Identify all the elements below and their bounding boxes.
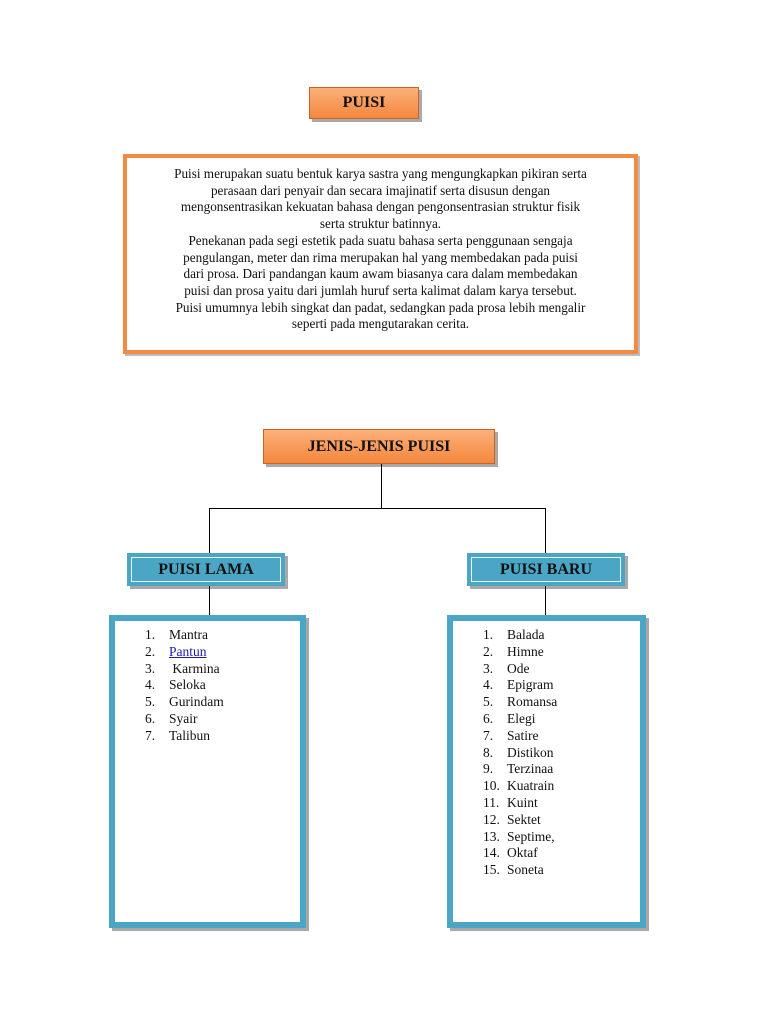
list-item-label: Karmina (169, 660, 220, 676)
old-poetry-header (127, 553, 285, 586)
list-item-label: Kuatrain (507, 778, 555, 794)
page-title: PUISI (342, 94, 386, 111)
list-item (145, 677, 224, 694)
list-item (145, 627, 224, 644)
list-item-number: 4. (483, 677, 494, 693)
list-item-number: 3. (145, 660, 156, 676)
description-line: mengonsentrasikan kekuatan bahasa dengan pengonsentrasian struktur fisik (180, 199, 581, 215)
old-poetry-list (145, 627, 224, 745)
description-text (137, 166, 624, 333)
types-title: JENIS-JENIS PUISI (307, 438, 451, 455)
list-item-number: 1. (145, 627, 156, 642)
new-poetry-header (467, 553, 625, 586)
list-item-number: 11. (483, 794, 500, 810)
new-poetry-header-inner (471, 557, 621, 582)
connector-line (545, 508, 546, 554)
list-item-number: 7. (483, 727, 494, 743)
list-item (483, 778, 557, 795)
old-poetry-list-box (109, 615, 306, 928)
list-item-number: 13. (483, 828, 500, 844)
old-poetry-header-inner (131, 557, 281, 582)
list-item (483, 711, 557, 728)
list-item-label: Balada (507, 627, 545, 642)
list-item-label: Gurindam (169, 694, 224, 710)
list-item-number: 6. (145, 710, 156, 726)
new-poetry-list (483, 627, 557, 879)
list-item (145, 711, 224, 728)
list-item (483, 694, 557, 711)
list-item-label: Epigram (507, 677, 554, 693)
list-item-number: 15. (483, 862, 500, 878)
list-item-number: 4. (145, 677, 156, 693)
list-item-label: Satire (507, 727, 539, 743)
list-item (483, 795, 557, 812)
list-item-label: Terzinaa (507, 761, 554, 777)
list-item-number: 5. (483, 694, 494, 710)
list-item-number: 5. (145, 694, 156, 710)
list-item-number: 7. (145, 727, 156, 743)
description-line: dari prosa. Dari pandangan kaum awam biasanya cara dalam membedakan (183, 266, 578, 282)
pantun-link[interactable]: Pantun (169, 643, 207, 659)
list-item (483, 829, 557, 846)
list-item-label: Oktaf (507, 845, 538, 861)
list-item-label: Sektet (507, 811, 541, 827)
connector-line (381, 464, 382, 509)
list-item-number: 2. (145, 643, 156, 659)
new-poetry-list-box (447, 615, 646, 928)
list-item (483, 627, 557, 644)
list-item-label: Talibun (169, 727, 211, 743)
list-item-label: Himne (507, 643, 544, 659)
list-item-label: Romansa (507, 694, 558, 710)
list-item-number: 3. (483, 660, 494, 676)
list-item-label: Soneta (507, 862, 544, 878)
list-item (483, 661, 557, 678)
list-item-number: 12. (483, 811, 500, 827)
list-item (483, 812, 557, 829)
list-item-label: Seloka (169, 677, 206, 693)
list-item-number: 1. (483, 627, 494, 642)
list-item-label: Kuint (507, 794, 538, 810)
list-item (483, 644, 557, 661)
description-line: perasaan dari penyair dan secara imajinatif serta disusun dengan (210, 182, 551, 198)
list-item-label: Syair (169, 710, 198, 726)
connector-line (545, 586, 546, 618)
list-item (145, 694, 224, 711)
list-item (483, 728, 557, 745)
list-item (483, 845, 557, 862)
list-item (483, 761, 557, 778)
list-item-number: 14. (483, 845, 500, 861)
list-item-number: 2. (483, 643, 494, 659)
list-item-number: 9. (483, 761, 494, 777)
list-item-label: Ode (507, 660, 530, 676)
description-line: puisi dan prosa yaitu dari jumlah huruf serta kalimat dalam karya tersebut. (184, 282, 577, 298)
list-item-label: Septime, (507, 828, 555, 844)
list-item-number: 6. (483, 710, 494, 726)
description-line: Puisi merupakan suatu bentuk karya sastra yang mengungkapkan pikiran serta (174, 166, 587, 181)
list-item (483, 862, 557, 879)
list-item (145, 728, 224, 745)
description-line: Penekanan pada segi estetik pada suatu bahasa serta penggunaan sengaja (188, 232, 573, 248)
new-poetry-title: PUISI BARU (499, 560, 592, 578)
description-line: Puisi umumnya lebih singkat dan padat, sedangkan pada prosa lebih mengalir (175, 299, 586, 315)
description-box (123, 154, 638, 354)
description-line: pengulangan, meter dan rima merupakan hal yang membedakan pada puisi (183, 249, 578, 265)
list-item-number: 10. (483, 778, 500, 794)
types-title-box (263, 429, 495, 464)
list-item (483, 677, 557, 694)
title-box (309, 87, 419, 119)
list-item-number: 8. (483, 744, 494, 760)
description-line: seperti pada mengutarakan cerita. (291, 316, 470, 332)
list-item (483, 745, 557, 762)
list-item (145, 661, 224, 678)
connector-line (209, 508, 546, 509)
list-item (145, 644, 224, 661)
description-line: serta struktur batinnya. (319, 216, 442, 232)
connector-line (209, 586, 210, 618)
list-item-label: Elegi (507, 710, 536, 726)
list-item-label: Mantra (169, 627, 208, 642)
connector-line (209, 508, 210, 554)
list-item-label: Distikon (507, 744, 554, 760)
old-poetry-title: PUISI LAMA (158, 560, 254, 578)
